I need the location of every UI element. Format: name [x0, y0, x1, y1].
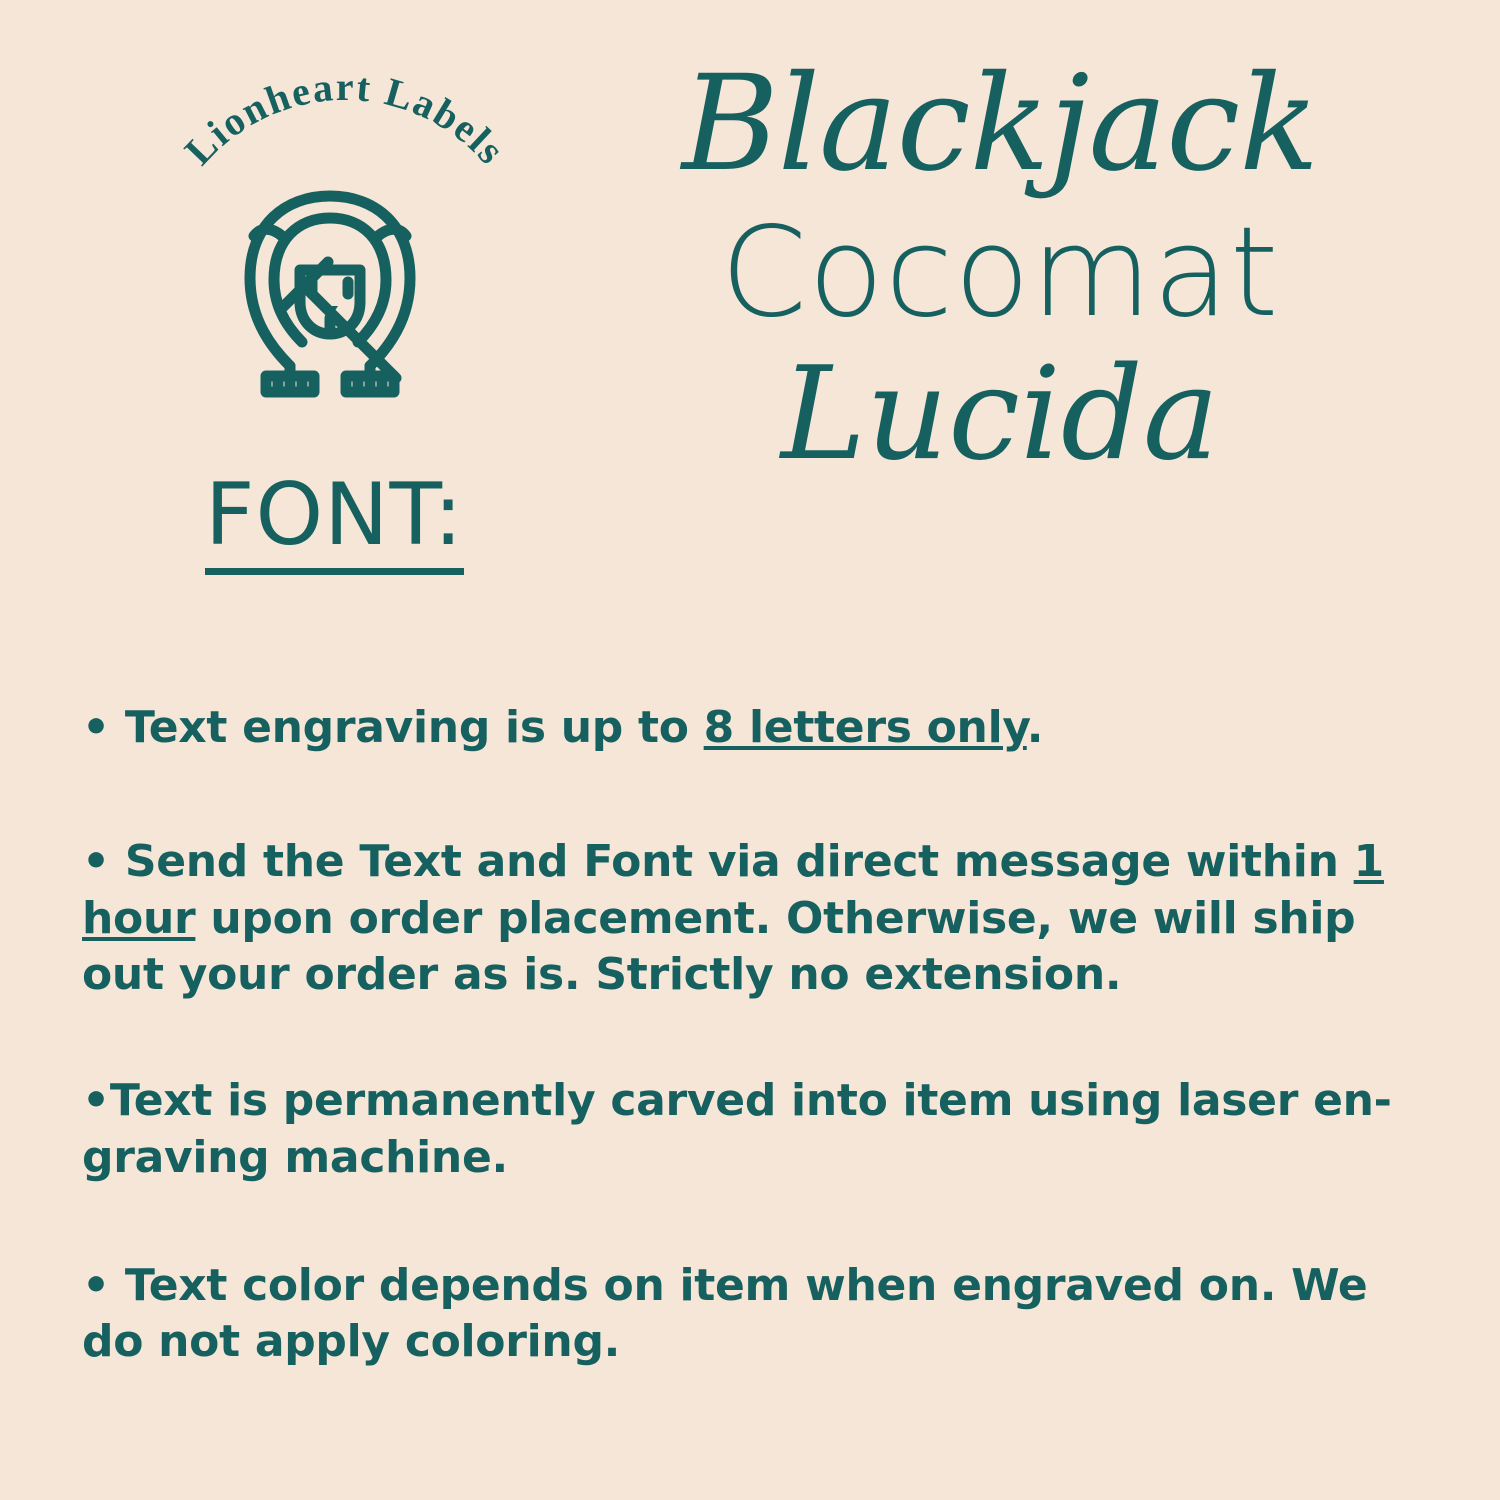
instruction-2-pre: • Send the Text and Font via direct message within [82, 836, 1354, 888]
instruction-engraving-method: •Text is permanently carved into item using laser en-graving machine. [82, 1075, 1392, 1183]
instruction-1-pre: • Text engraving is up to [82, 702, 704, 753]
instruction-2-post: upon order placement. Otherwise, we will ship out your order as is. Strictly no extension. [82, 892, 1356, 1000]
lion-head-icon [210, 170, 450, 410]
instruction-send-details [82, 834, 1412, 1003]
font-sample-blackjack: Blackjack [681, 47, 1319, 201]
brand-name: Lionheart Labels [175, 70, 515, 174]
font-sample-cocomat: Cocomat [720, 200, 1280, 345]
svg-text:Lionheart Labels [176, 70, 515, 173]
brand-logo [130, 70, 550, 410]
instruction-letter-limit [82, 700, 1412, 756]
instruction-2-emphasis: 1 hour [82, 836, 1384, 944]
font-sample-list [650, 47, 1350, 489]
instruction-1-post: . [1026, 702, 1044, 753]
font-sample-lucida: Lucida [780, 339, 1220, 489]
instructions-list [82, 700, 1412, 1371]
instruction-1-emphasis: 8 letters only [703, 702, 1027, 753]
instruction-text-color: • Text color depends on item when engraved on. We do not apply coloring. [82, 1259, 1368, 1368]
font-label: FONT: [205, 470, 464, 575]
